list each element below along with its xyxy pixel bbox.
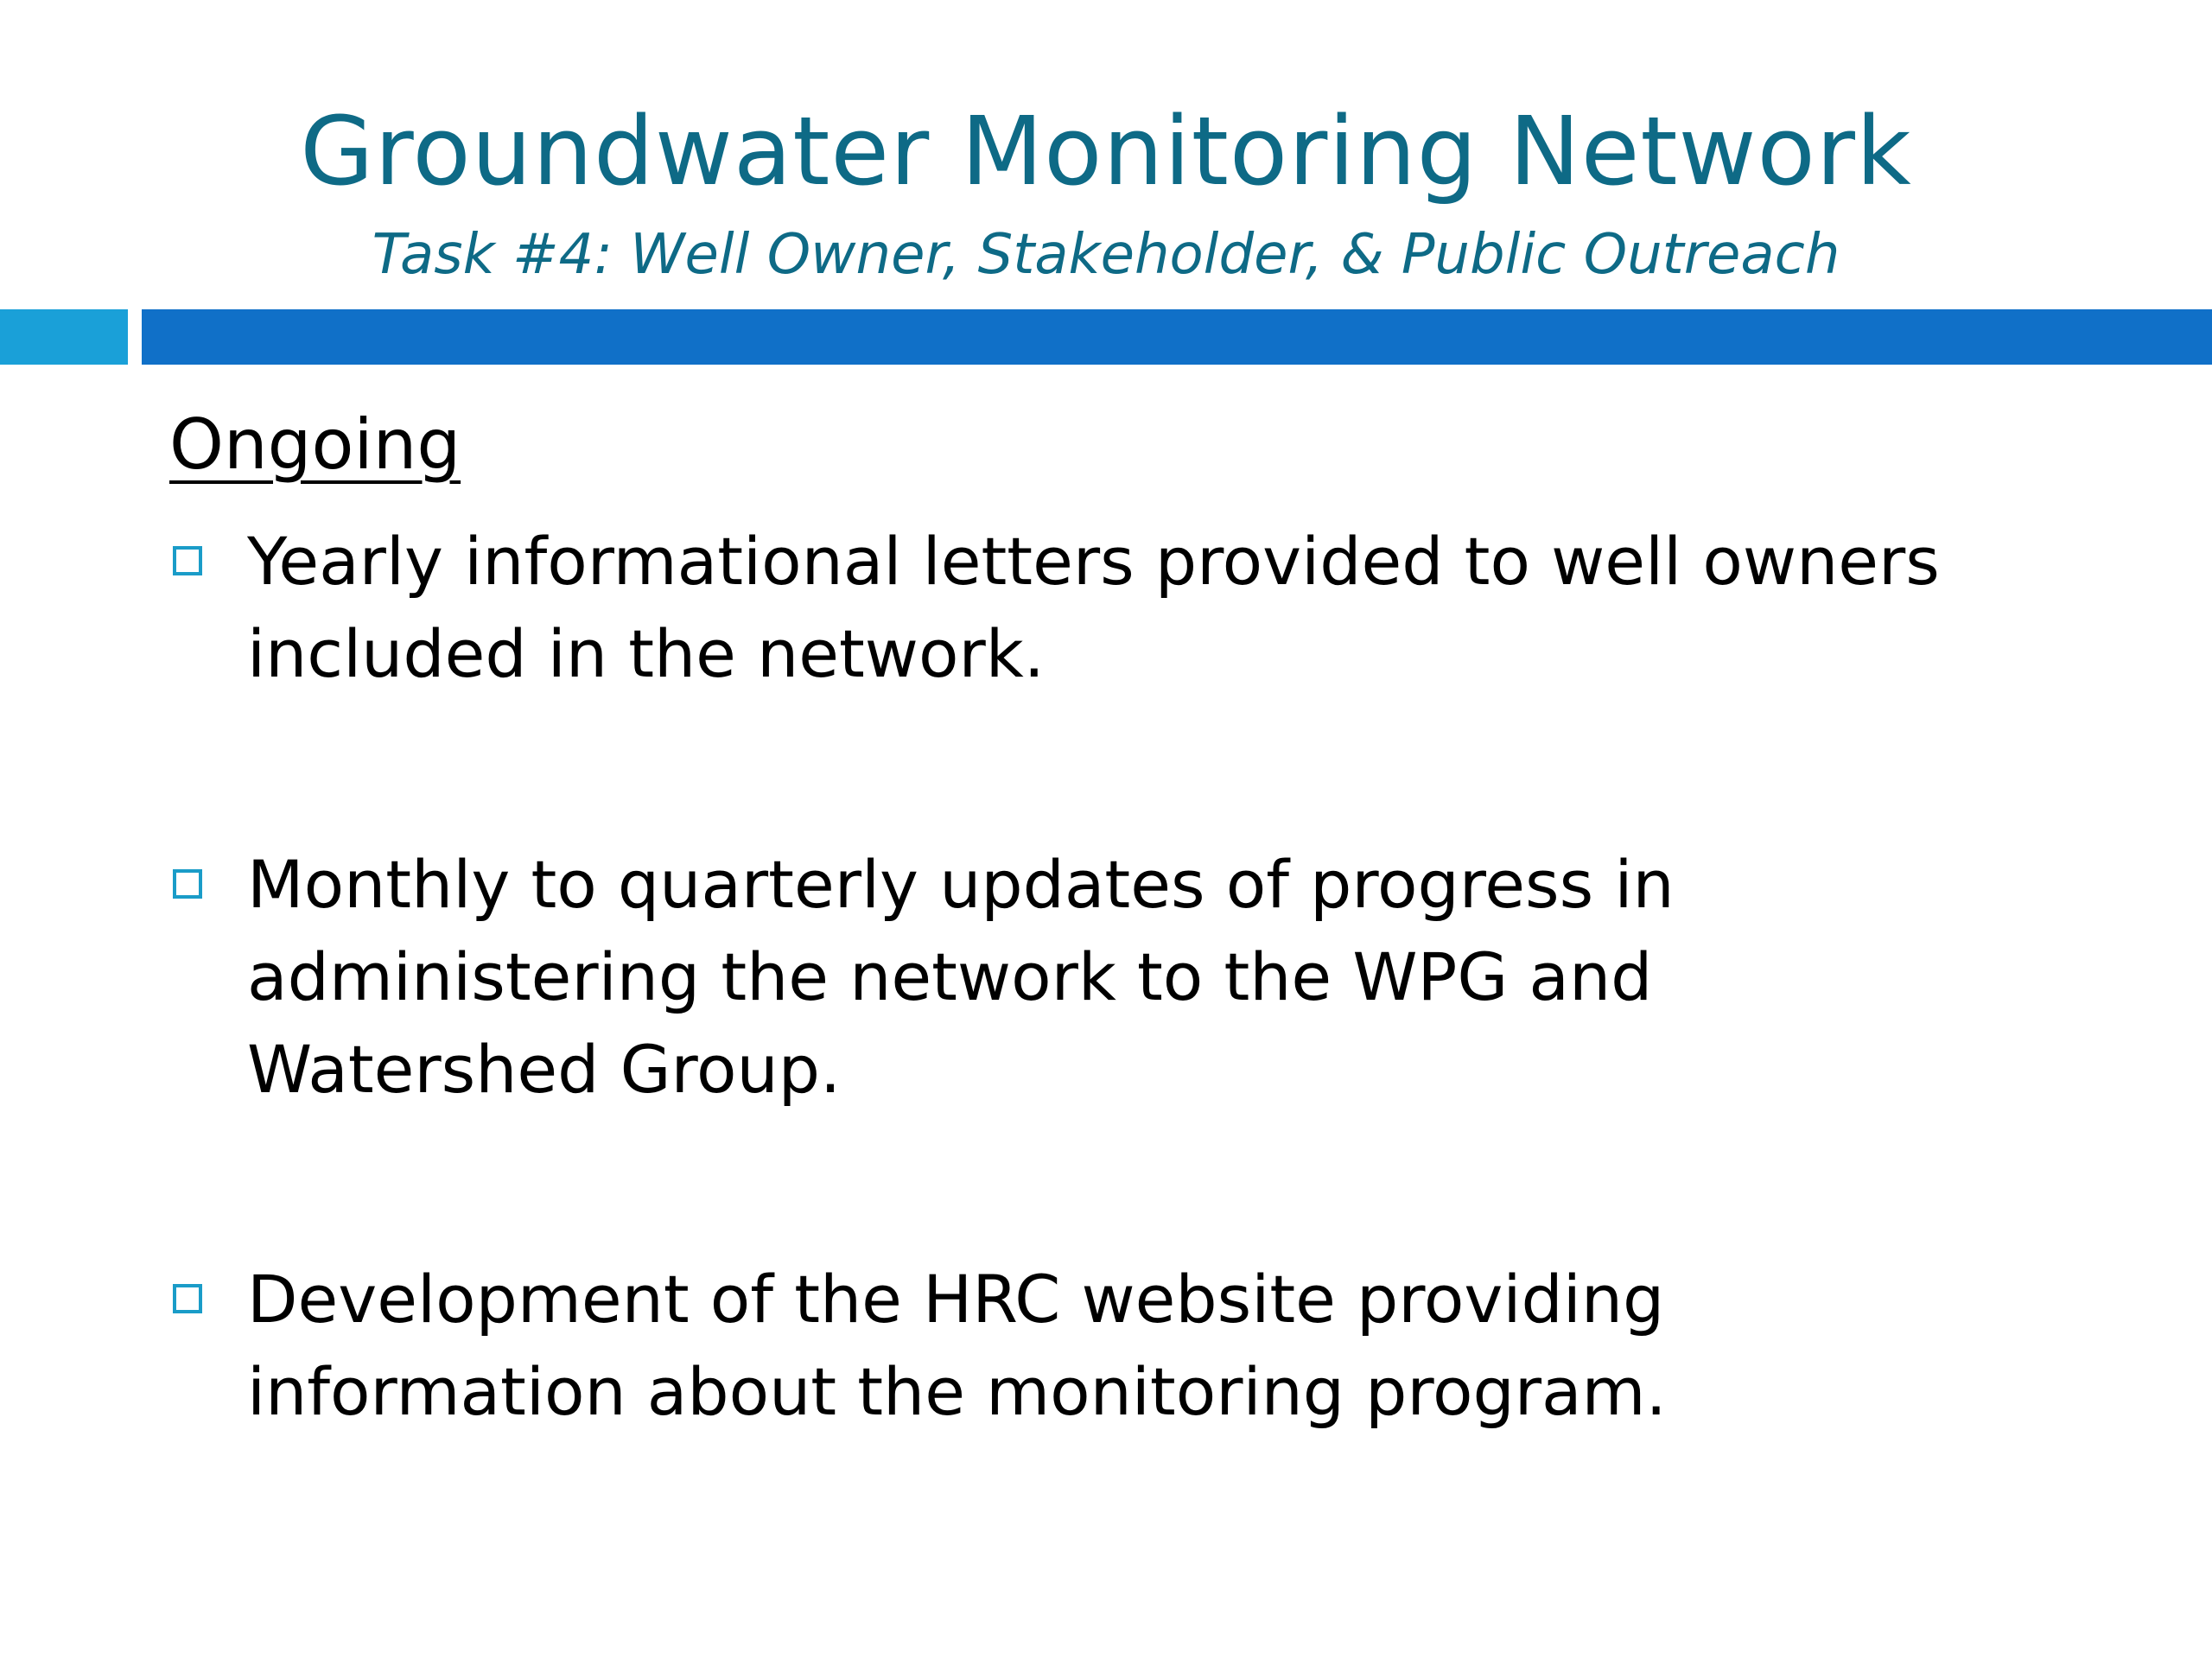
bullet-text: Yearly informational letters provided to well owners included in the network. <box>247 523 1940 692</box>
section-heading: Ongoing <box>169 404 461 485</box>
accent-bar-left <box>0 309 128 365</box>
hollow-square-bullet-icon <box>173 869 202 899</box>
hollow-square-bullet-icon <box>173 1284 202 1313</box>
hollow-square-bullet-icon <box>173 546 202 575</box>
bullet-text: Development of the HRC website providing information about the monitoring program. <box>247 1261 1667 1430</box>
slide-subtitle: Task #4: Well Owner, Stakeholder, & Public Outreach <box>372 223 1840 287</box>
slide-title: Groundwater Monitoring Network <box>300 96 1912 207</box>
bullet-text: Monthly to quarterly updates of progress in administering the network to the WPG and Watershed Group. <box>247 846 1675 1108</box>
accent-bar-right <box>142 309 2212 365</box>
